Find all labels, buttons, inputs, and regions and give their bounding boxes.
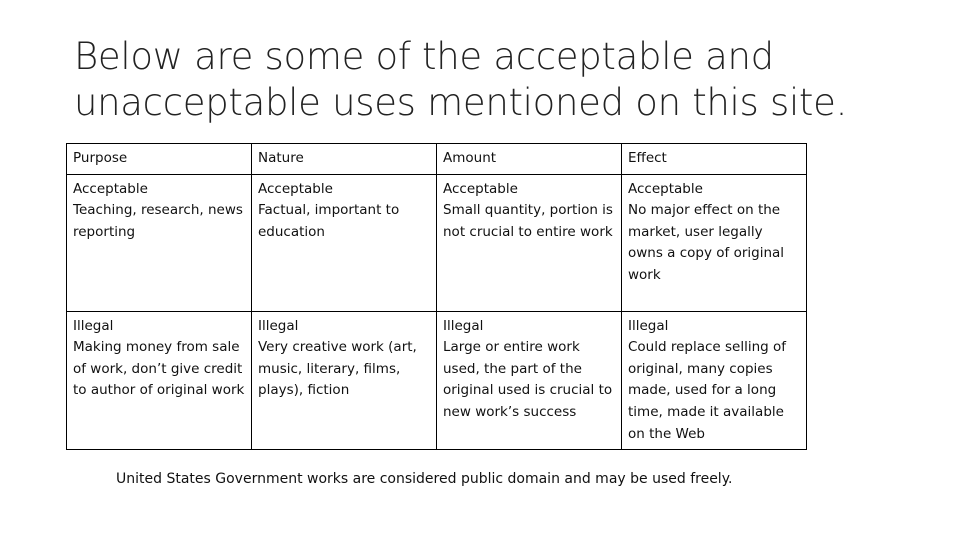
cell-text: Large or entire work used, the part of the original used is crucial to new work’s success: [443, 339, 613, 420]
header-amount: Amount: [437, 144, 622, 175]
table-row-illegal: [67, 311, 807, 450]
cell-text: No major effect on the market, user legally owns a copy of original work: [628, 202, 785, 283]
table-row-acceptable: [67, 174, 807, 311]
cell-heading: Acceptable: [628, 180, 703, 197]
cell-amount-illegal: [437, 311, 622, 450]
cell-heading: Illegal: [628, 317, 669, 334]
header-effect: Effect: [622, 144, 807, 175]
cell-text: Very creative work (art, music, literary, films, plays), fiction: [258, 339, 417, 399]
cell-heading: Illegal: [443, 317, 484, 334]
header-nature: Nature: [252, 144, 437, 175]
cell-text: Small quantity, portion is not crucial to entire work: [443, 202, 613, 240]
slide-title-line-2: unacceptable uses mentioned on this site.: [74, 81, 848, 124]
cell-effect-illegal: [622, 311, 807, 450]
fair-use-table: [66, 143, 807, 450]
cell-nature-illegal: [252, 311, 437, 450]
cell-heading: Acceptable: [258, 180, 333, 197]
cell-purpose-illegal: [67, 311, 252, 450]
cell-text: Could replace selling of original, many copies made, used for a long time, made it available on the Web: [628, 339, 787, 442]
cell-text: Making money from sale of work, don’t give credit to author of original work: [73, 339, 245, 399]
cell-effect-acceptable: [622, 174, 807, 311]
cell-text: Factual, important to education: [258, 202, 400, 240]
cell-amount-acceptable: [437, 174, 622, 311]
cell-nature-acceptable: [252, 174, 437, 311]
table-header-row: [67, 144, 807, 175]
slide-title-line-1: Below are some of the acceptable and: [74, 35, 774, 78]
cell-purpose-acceptable: [67, 174, 252, 311]
public-domain-note: United States Government works are considered public domain and may be used freely.: [116, 471, 733, 487]
cell-heading: Acceptable: [443, 180, 518, 197]
cell-heading: Illegal: [258, 317, 299, 334]
slide-title: [74, 34, 934, 126]
header-purpose: Purpose: [67, 144, 252, 175]
cell-heading: Illegal: [73, 317, 114, 334]
cell-text: Teaching, research, news reporting: [73, 202, 243, 240]
cell-heading: Acceptable: [73, 180, 148, 197]
